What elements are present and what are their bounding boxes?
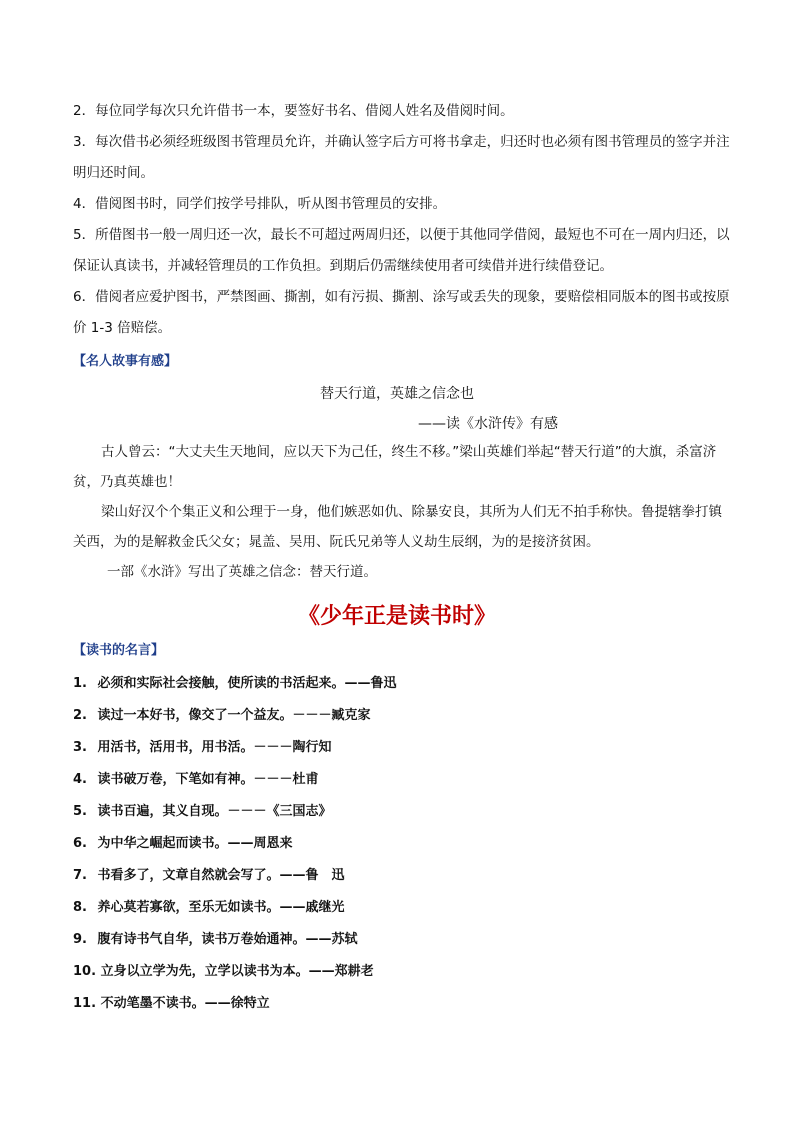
list-item [73, 672, 733, 704]
item-text: 不动笔墨不读书。——徐特立 [100, 996, 270, 1011]
list-item [73, 768, 733, 800]
item-text: 腹有诗书气自华，读书万卷始通神。——苏轼 [97, 932, 358, 947]
item-text: 用活书，活用书，用书活。－－－陶行知 [97, 740, 332, 755]
essay-paragraph: 古人曾云：“大丈夫生天地间，应以天下为己任，终生不移。”梁山英雄们举起“替天行道”的大旗，杀富济贫，乃真英雄也！ [73, 444, 717, 490]
list-item [73, 992, 733, 1024]
item-number: 4. [73, 772, 87, 787]
item-text: 必须和实际社会接触，使所读的书活起来。——鲁迅 [97, 676, 397, 691]
essay-paragraph: 梁山好汉个个集正义和公理于一身，他们嫉恶如仇、除暴安良，其所为人们无不拍手称快。鲁提辖拳打镇关西，为的是解救金氏父女；晁盖、吴用、阮氏兄弟等人义劫生辰纲，为的是接济贫困。 [73, 504, 722, 550]
list-item [73, 864, 733, 896]
item-number: 5. [73, 804, 87, 819]
rule-4: 4．借阅图书时，同学们按学号排队，听从图书管理员的安排。 [73, 196, 447, 212]
rule-3: 3．每次借书必须经班级图书管理员允许，并确认签字后方可将书拿走，归还时也必须有图书管理员的签字并注明归还时间。 [73, 134, 730, 181]
item-number: 3. [73, 740, 87, 755]
item-number: 9. [73, 932, 87, 947]
rule-5: 5．所借图书一般一周归还一次，最长不可超过两周归还，以便于其他同学借阅，最短也不可在一周内归还，以保证认真读书，并减轻管理员的工作负担。到期后仍需继续使用者可续借并进行续借登记。 [73, 227, 730, 274]
item-text: 读过一本好书，像交了一个益友。－－－臧克家 [97, 708, 371, 723]
quotes-section-heading: 【读书的名言】 [73, 643, 165, 658]
item-text: 读书百遍，其义自现。－－－《三国志》 [97, 804, 332, 819]
list-item [73, 832, 733, 864]
item-number: 1. [73, 676, 87, 691]
essay-title: 替天行道，英雄之信念也 [320, 386, 474, 402]
item-text: 养心莫若寡欲，至乐无如读书。——戚继光 [97, 900, 345, 915]
item-number: 2. [73, 708, 87, 723]
item-number: 7. [73, 868, 87, 883]
item-text: 读书破万卷，下笔如有神。－－－杜甫 [97, 772, 319, 787]
item-text: 立身以立学为先，立学以读书为本。——郑耕老 [100, 964, 374, 979]
list-item [73, 896, 733, 928]
list-item [73, 928, 733, 960]
essay-paragraph: 一部《水浒》写出了英雄之信念：替天行道。 [107, 564, 377, 580]
list-item [73, 800, 733, 832]
rule-6: 6．借阅者应爱护图书，严禁图画、撕割，如有污损、撕割、涂写或丢失的现象，要赔偿相同版本的图书或按原价 1-3 倍赔偿。 [73, 289, 730, 336]
essay-subtitle: ——读《水浒传》有感 [418, 416, 558, 432]
item-number: 11. [73, 996, 97, 1011]
item-number: 6. [73, 836, 87, 851]
item-text: 为中华之崛起而读书。——周恩来 [97, 836, 293, 851]
rule-2: 2．每位同学每次只允许借书一本，要签好书名、借阅人姓名及借阅时间。 [73, 103, 514, 119]
item-number: 10. [73, 964, 97, 979]
page-title: 《少年正是读书时》 [297, 603, 496, 629]
list-item [73, 960, 733, 992]
list-item [73, 704, 733, 736]
essay-section-heading: 【名人故事有感】 [73, 354, 178, 369]
quotes-list [73, 672, 733, 1024]
essay-body [73, 437, 733, 587]
library-rules [73, 96, 733, 344]
item-number: 8. [73, 900, 87, 915]
list-item [73, 736, 733, 768]
item-text: 书看多了，文章自然就会写了。——鲁 迅 [97, 868, 345, 883]
